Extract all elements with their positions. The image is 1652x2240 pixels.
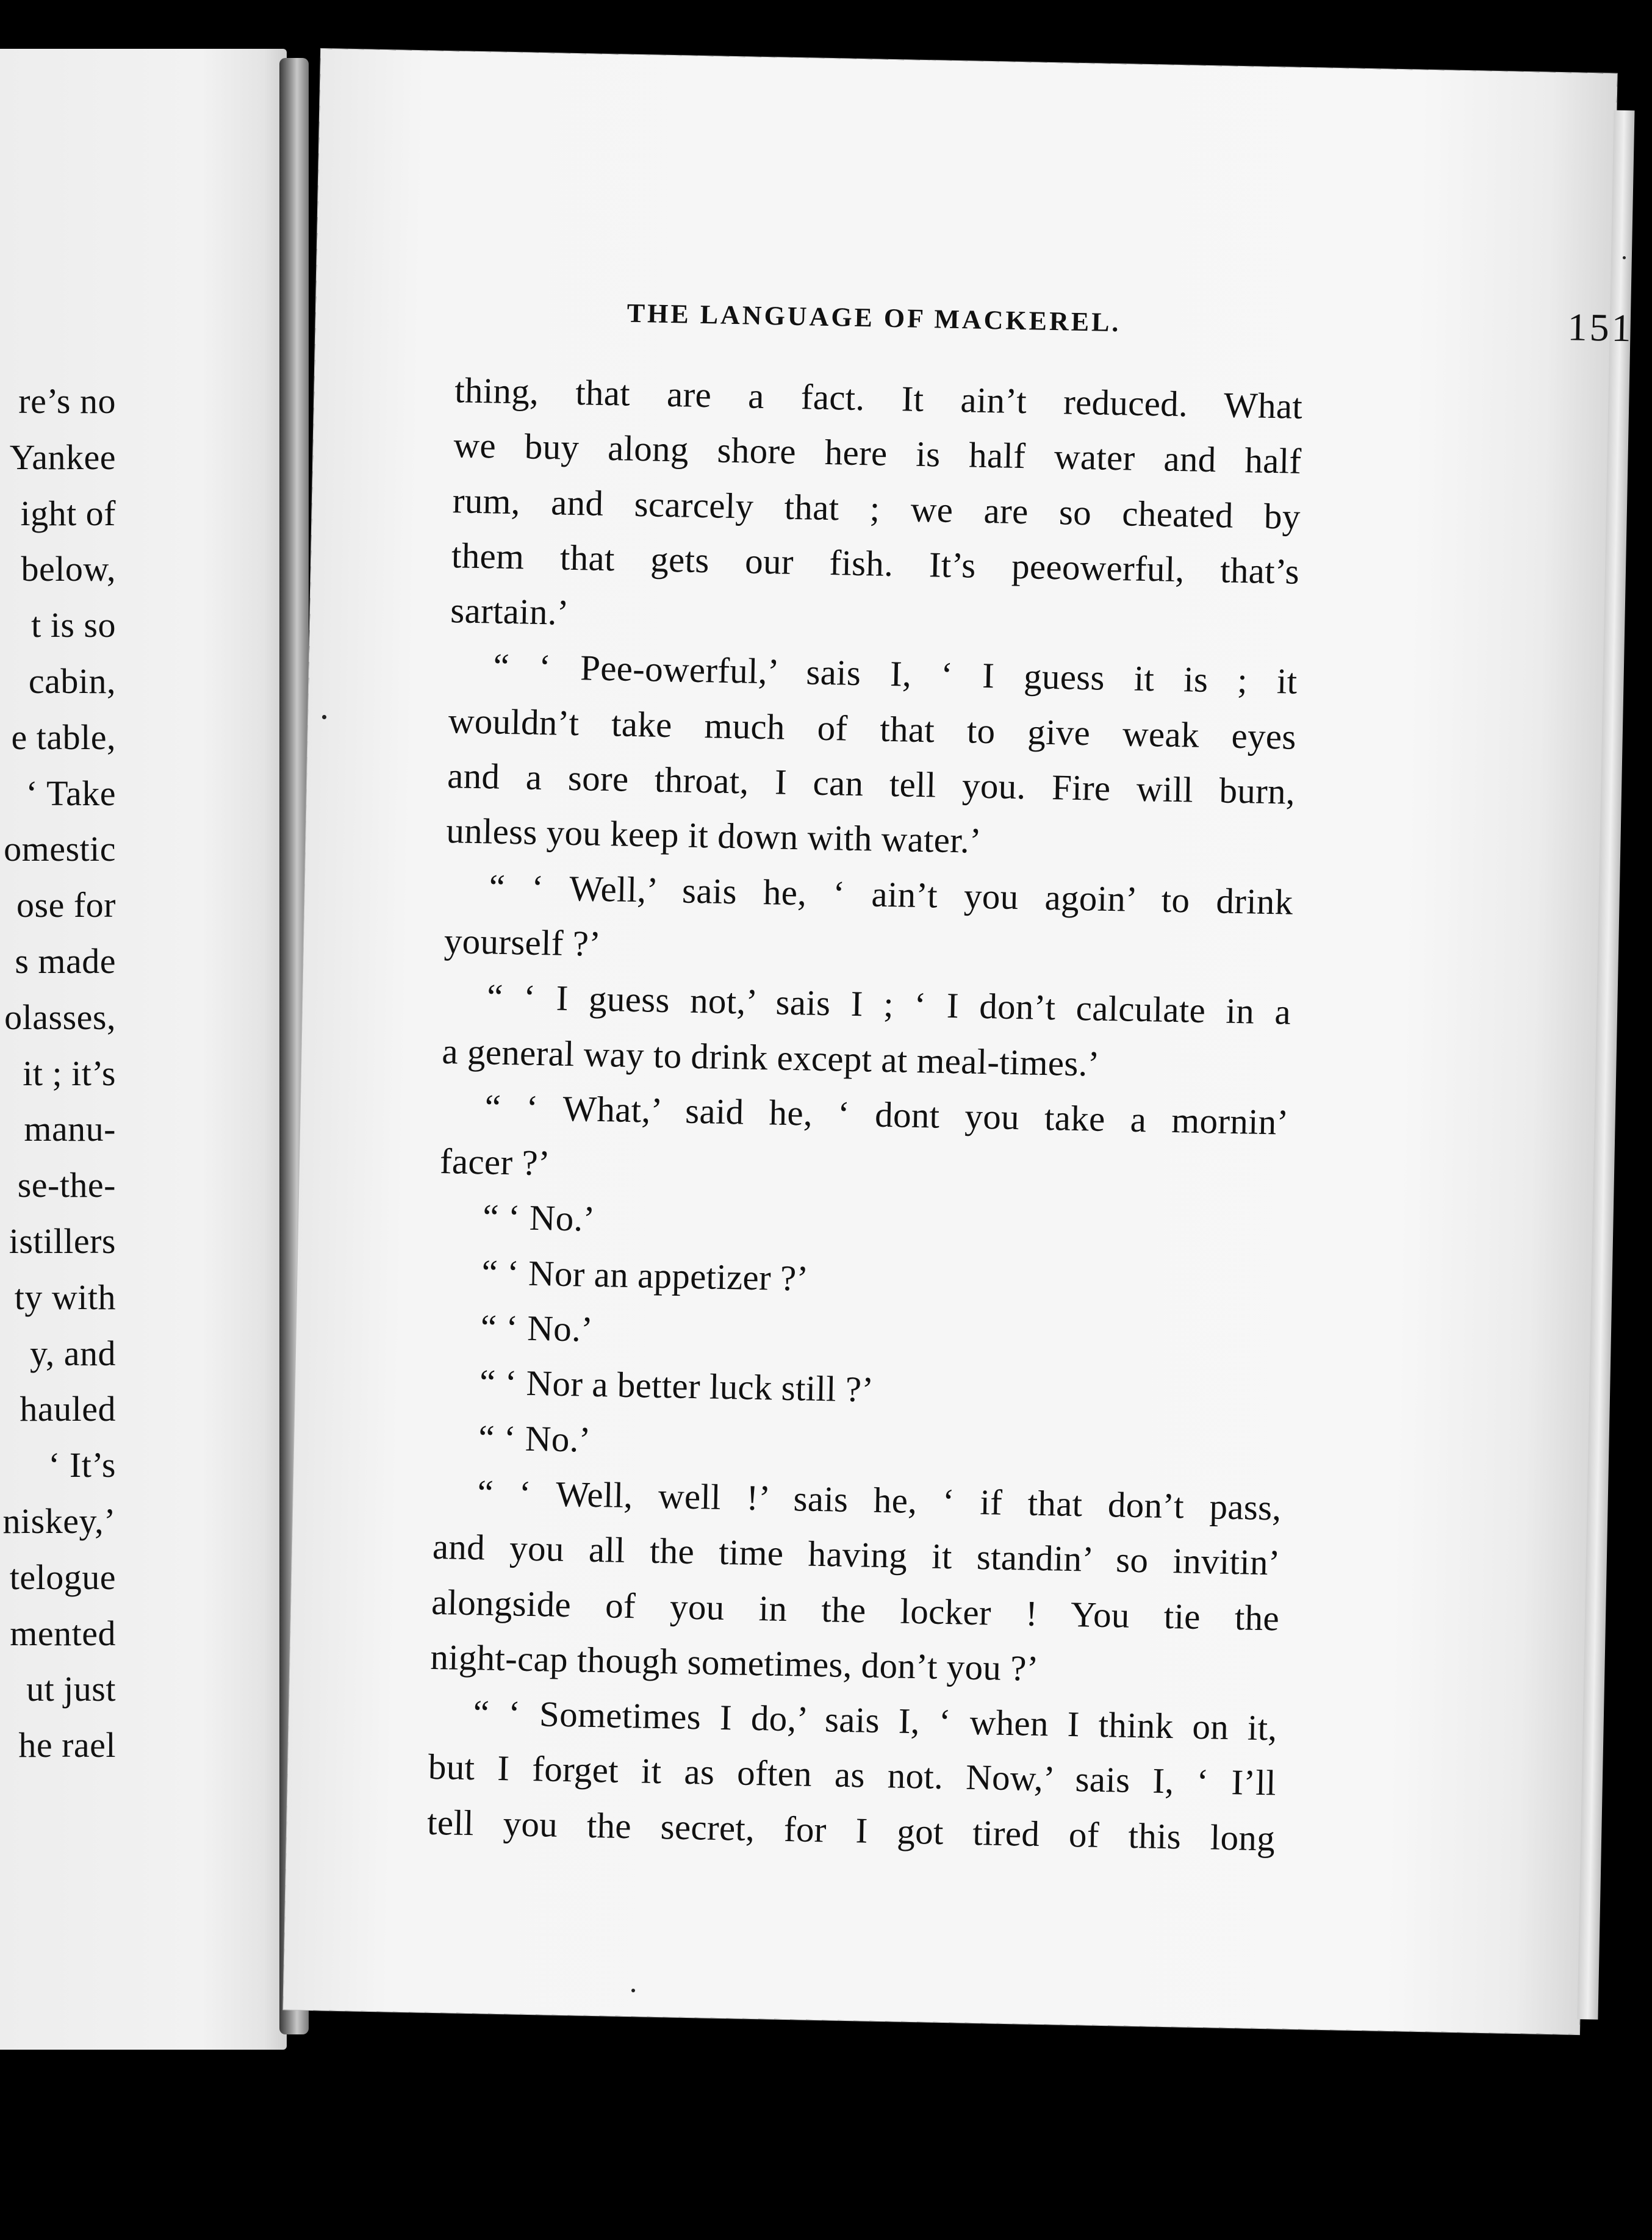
page-number: 151	[1567, 305, 1634, 350]
running-head-title: THE LANGUAGE OF MACKEREL.	[627, 298, 1121, 338]
left-page-line: niskey,’	[2, 1501, 116, 1541]
left-page-line: omestic	[4, 829, 116, 869]
text-line: them that gets our fish. It’s peeowerful, that’s	[451, 535, 1300, 592]
running-head	[627, 287, 1634, 361]
left-page-line: t is so	[31, 605, 116, 645]
text-line: “ ‘ Well, well !’ sais he, ‘ if that don’t pass,	[477, 1472, 1282, 1528]
left-page-line: he rael	[18, 1725, 116, 1765]
left-page-line: ight of	[20, 493, 116, 533]
page-edge-shadow	[1577, 110, 1634, 2020]
left-page-line: below,	[21, 549, 116, 589]
left-page-line: s made	[15, 941, 116, 981]
left-page-line: se-the-	[17, 1165, 116, 1205]
left-page-line: mented	[10, 1613, 116, 1653]
left-page-line: istillers	[9, 1221, 116, 1261]
text-line: “ ‘ No.’	[478, 1416, 592, 1460]
left-page-line: re’s no	[18, 381, 116, 421]
text-line: a general way to drink except at meal-times.’	[441, 1030, 1101, 1084]
text-line: rum, and scarcely that ; we are so cheated by	[452, 479, 1301, 537]
left-page-text-column	[0, 373, 116, 1773]
text-line: “ ‘ I guess not,’ sais I ; ‘ I don’t calculate in a	[486, 976, 1291, 1032]
text-line: “ ‘ Well,’ sais he, ‘ ain’t you agoin’ to drink	[489, 866, 1294, 922]
left-page-line: ‘ Take	[26, 773, 116, 813]
text-line: “ ‘ Nor a better luck still ?’	[479, 1362, 874, 1410]
left-facing-page	[0, 49, 287, 2050]
left-page-line: ut just	[26, 1669, 116, 1709]
dust-speck	[1623, 256, 1626, 259]
left-page-line: olasses,	[4, 997, 116, 1037]
text-line: night-cap though sometimes, don’t you ?’	[429, 1636, 1040, 1689]
left-page-line: ose for	[16, 885, 116, 925]
body-text	[426, 362, 1303, 1865]
text-line: facer ?’	[439, 1141, 551, 1183]
left-page-line: hauled	[20, 1389, 116, 1429]
left-page-line: telogue	[9, 1557, 116, 1597]
dust-speck	[631, 1989, 635, 1992]
left-page-line: it ; it’s	[23, 1053, 116, 1093]
dust-speck	[322, 715, 326, 719]
text-line: “ ‘ No.’	[480, 1307, 594, 1349]
text-line: thing, that are a fact. It ain’t reduced. What	[454, 370, 1303, 426]
text-line: alongside of you in the locker ! You tie the	[431, 1581, 1280, 1639]
text-line: “ ‘ Sometimes I do,’ sais I, ‘ when I think on it,	[473, 1692, 1278, 1748]
text-line: sartain.’	[450, 590, 570, 633]
left-page-line: cabin,	[28, 661, 116, 701]
left-page-line: ‘ It’s	[48, 1445, 116, 1485]
text-line: “ ‘ No.’	[482, 1196, 596, 1240]
text-line: we buy along shore here is half water and half	[453, 425, 1302, 482]
text-line: and a sore throat, I can tell you. Fire will burn,	[447, 755, 1296, 812]
text-line: “ ‘ Nor an appetizer ?’	[481, 1252, 810, 1299]
left-page-line: e table,	[11, 717, 116, 757]
text-line: wouldn’t take much of that to give weak eyes	[448, 700, 1297, 757]
left-page-line: y, and	[30, 1333, 116, 1373]
left-page-line: Yankee	[9, 437, 116, 477]
text-line: “ ‘ Pee-owerful,’ sais I, ‘ I guess it is ; it	[493, 646, 1298, 702]
left-page-line: manu-	[24, 1109, 116, 1149]
text-line: “ ‘ What,’ said he, ‘ dont you take a mornin’	[484, 1086, 1290, 1143]
text-line: and you all the time having it standin’ so invitin’	[432, 1526, 1281, 1583]
text-line: yourself ?’	[444, 921, 602, 964]
text-line: but I forget it as often as not. Now,’ sais I, ‘ I’ll	[428, 1746, 1277, 1803]
right-page	[283, 49, 1634, 2034]
text-line: tell you the secret, for I got tired of this long	[426, 1801, 1276, 1859]
text-line: unless you keep it down with water.’	[445, 810, 982, 861]
left-page-line: ty with	[14, 1277, 116, 1317]
